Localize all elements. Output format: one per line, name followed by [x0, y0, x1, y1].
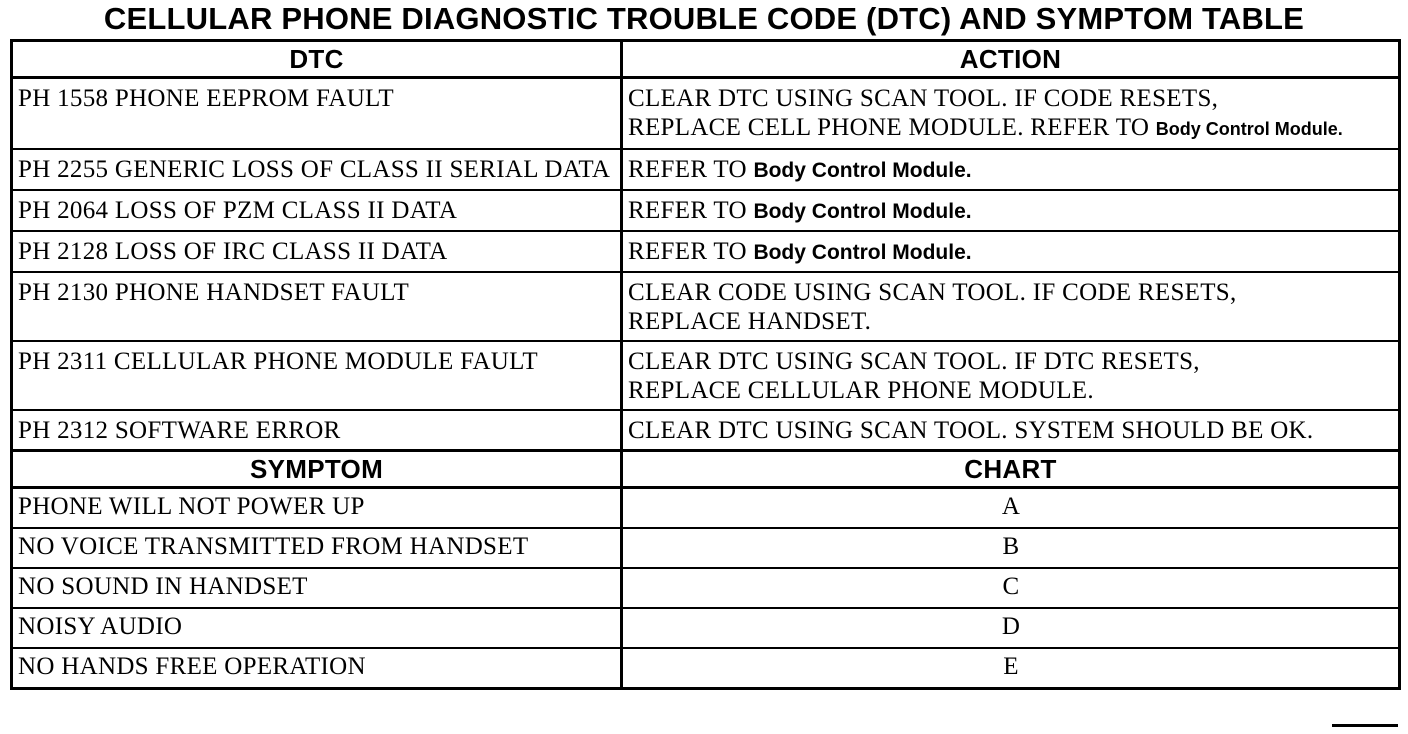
body-control-module-reference: Body Control Module	[753, 241, 966, 264]
page-title: CELLULAR PHONE DIAGNOSTIC TROUBLE CODE (DTC) AND SYMPTOM TABLE	[103, 1, 1305, 36]
chart-cell: E	[622, 648, 1400, 689]
symptom-cell: PHONE WILL NOT POWER UP	[12, 488, 622, 529]
action-column-header: ACTION	[622, 41, 1400, 78]
dtc-cell: PH 2311 CELLULAR PHONE MODULE FAULT	[12, 341, 622, 410]
chart-cell: A	[622, 488, 1400, 529]
figure-reference-mark	[1332, 724, 1398, 731]
action-cell	[622, 272, 1400, 341]
dtc-cell: PH 2064 LOSS OF PZM CLASS II DATA	[12, 190, 622, 231]
action-text: REFER TO	[628, 197, 747, 224]
dtc-cell: PH 2312 SOFTWARE ERROR	[12, 410, 622, 451]
action-cell	[622, 149, 1400, 190]
symptom-header-row	[12, 451, 1400, 488]
symptom-cell: NO SOUND IN HANDSET	[12, 568, 622, 608]
action-tail: .	[1337, 119, 1343, 139]
table-row	[12, 190, 1400, 231]
action-tail: .	[965, 159, 972, 182]
table-row	[12, 231, 1400, 272]
action-text: CLEAR DTC USING SCAN TOOL. IF DTC RESETS,	[628, 348, 1200, 375]
table-row	[12, 78, 1400, 150]
table-row	[12, 648, 1400, 689]
dtc-cell: PH 2130 PHONE HANDSET FAULT	[12, 272, 622, 341]
action-cell	[622, 190, 1400, 231]
action-text: REFER TO	[628, 156, 747, 183]
action-cell	[622, 78, 1400, 150]
table-row	[12, 149, 1400, 190]
action-text: REPLACE HANDSET.	[628, 308, 872, 335]
symptom-cell: NO HANDS FREE OPERATION	[12, 648, 622, 689]
table-row	[12, 341, 1400, 410]
dtc-cell: PH 2128 LOSS OF IRC CLASS II DATA	[12, 231, 622, 272]
dtc-header-row	[12, 41, 1400, 78]
body-control-module-reference: Body Control Module	[1155, 119, 1338, 139]
symptom-column-header: SYMPTOM	[12, 451, 622, 488]
chart-cell: C	[622, 568, 1400, 608]
body-control-module-reference: Body Control Module	[753, 159, 966, 182]
action-text: REFER TO	[628, 238, 747, 265]
dtc-cell: PH 2255 GENERIC LOSS OF CLASS II SERIAL DATA	[12, 149, 622, 190]
action-cell	[622, 231, 1400, 272]
action-text: REPLACE CELLULAR PHONE MODULE.	[628, 377, 1094, 404]
table-row	[12, 568, 1400, 608]
chart-cell: D	[622, 608, 1400, 648]
dtc-column-header: DTC	[12, 41, 622, 78]
symptom-cell: NO VOICE TRANSMITTED FROM HANDSET	[12, 528, 622, 568]
dtc-cell: PH 1558 PHONE EEPROM FAULT	[12, 78, 622, 150]
action-cell	[622, 341, 1400, 410]
symptom-cell: NOISY AUDIO	[12, 608, 622, 648]
action-text: REPLACE CELL PHONE MODULE. REFER TO	[628, 114, 1150, 141]
table-row	[12, 272, 1400, 341]
table-row	[12, 528, 1400, 568]
table-row	[12, 410, 1400, 451]
table-row	[12, 608, 1400, 648]
chart-column-header: CHART	[622, 451, 1400, 488]
action-text: CLEAR DTC USING SCAN TOOL. IF CODE RESETS,	[628, 85, 1219, 112]
action-text: CLEAR CODE USING SCAN TOOL. IF CODE RESETS,	[628, 279, 1237, 306]
action-tail: .	[965, 200, 972, 223]
action-tail: .	[965, 241, 972, 264]
chart-cell: B	[622, 528, 1400, 568]
table-row	[12, 488, 1400, 529]
body-control-module-reference: Body Control Module	[753, 200, 966, 223]
dtc-symptom-table	[10, 39, 1401, 690]
action-cell: CLEAR DTC USING SCAN TOOL. SYSTEM SHOULD BE OK.	[622, 410, 1400, 451]
